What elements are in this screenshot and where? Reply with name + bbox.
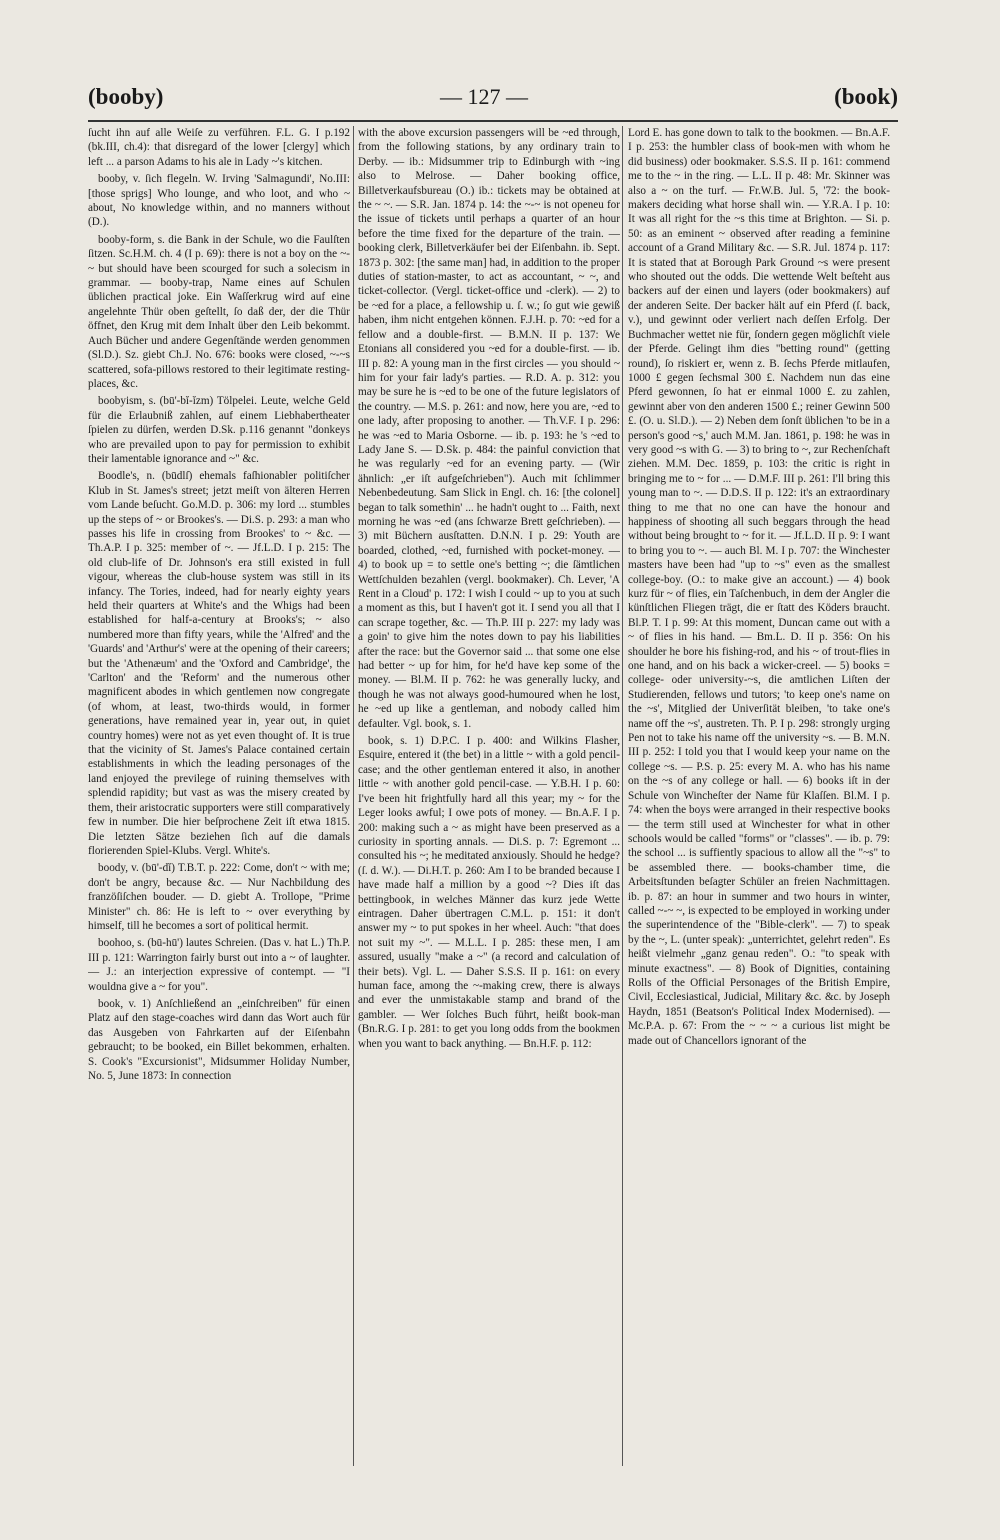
right-headword: (book) <box>834 84 898 109</box>
entry-booby-form: booby-form, s. die Bank in der Schule, wo die Faulſten ſitzen. Sc.H.M. ch. 4 (I p. 69): there is not a boy on the ~-~ but should have been scourged for such a solecism in grammar. — booby-trap, Name eines auf Schulen üblichen practical joke. Ein Waſſerkrug wird auf eine angelehnte Thür oben geſtellt, ſo daß der, der die Thür öffnet, den Krug mit dem Inhalt über den Leib bekommt. Auch Bücher und andere Gegenſtände werden genommen (Sl.D.). Sz. giebt Ch.J. No. 676: books were closed, ~-~s scattered, sofa-pillows restored to their legitimate resting-places, &c. <box>88 233 350 390</box>
entry-continuation: Lord E. has gone down to talk to the bookmen. — Bn.A.F. I p. 253: the humbler class of book-men with whom he did business) oder bookmaker. S.S.S. II p. 161: commend me to the ~ in the ring. — L.L. II p. 48: Mr. Skinner was also a ~ on the turf. — Fr.W.B. Jul. 5, '72: the book-makers deciding what horse shall win. — Y.R.A. I p. 10: It was all right for the ~s this time at Brighton. — Si. p. 50: as an eminent ~ observed after reading a feminine account of a Grand Military &c. — S.R. Jul. 1874 p. 117: It is stated that at Borough Park Ground ~s were present who shouted out the odds. Die wettende Welt beſteht aus backers auf der einen und layers (oder bookmakers) auf der anderen Seite. Der backer hält auf ein Pferd (ſ. back, v.), und gewinnt oder verliert nach deſſen Erfolg. Der Buchmacher wettet nie für, ſondern gegen möglichſt viele der Pferde. Gelingt ihm dies "betting round" (getting round), ſo riskiert er, wenn z. B. ſechs Pferde mitlaufen, 1000 £ gegen ſechsmal 300 £. Nachdem nun das eine Pferd gewonnen, ſo hat er einmal 1000 £. zu zahlen, gewinnt aber von den anderen 1500 £.; reiner Gewinn 500 £. (O. u. Sl.D.). — 2) Neben dem ſonſt üblichen 'to be in a person's good ~s,' auch M.M. Jan. 1861, p. 198: he was in very good ~s with G. — 3) to bring to ~, zur Rechenſchaft ziehen. M.M. Dec. 1859, p. 103: the critic is right in bringing me to ~ for ... — D.M.F. III p. 261: I'll bring this young man to ~. — D.D.S. II p. 122: it's an extraordinary thing to me that no one can have the honour and happiness of shooting all such beggars through the head without being brought to ~ for it. — Jf.L.D. II p. 9: I want to bring you to ~. — auch Bl. M. I p. 707: the Winchester masters have been had "up to ~s" even as the smallest college-boy. (O.: to make give an account.) — 4) book kurz für ~ of flies, ein Taſchenbuch, in dem der Angler die künſtlichen Fliegen trägt, die er ſtatt des Köders braucht. Bl.P. T. I p. 99: At this moment, Duncan came out with a ~ of flies in his hand. — Bm.L. D. II p. 356: On his shoulder he bore his fishing-rod, and his ~ of trout-flies in one hand, and on his back a wicker-creel. — 5) books = college- oder university-~s, die amtlichen Liſten der Studierenden, fellows und tutors; 'to keep one's name on the ~s', Mitglied der Univerſität bleiben, 'to take one's name off the ~s', austreten. Th. P. I p. 298: strongly urging Pen not to take his name off the university ~s. — B. M.N. III p. 252: I told you that I would keep your name on the college ~s. — P.S. p. 25: every M. A. who has his name on the ~s of any college or hall. — 6) books iſt in der Schule von Wincheſter der Name für Klaſſen. Bl.M. I p. 74: when the boys were arranged in their respective books — the term still used at Winchester for what in other schools would be called "forms" or "classes". — ib. p. 79: the school ... is suffiently spacious to allow all the "~s" to be assembled there. — books-chamber time, die Arbeitsſtunden beſagter Schüler an freien Nachmittagen. ib. p. 87: an hour in summer and two hours in winter, called ~-~ ~, is expected to be employed in working under the superintendence of the "Bible-clerk". — 7) to speak by the ~, L. (unter speak): „unterrichtet, gelehrt reden". Es heißt vielmehr „ganz genau reden". O.: "to speak with minute exactness". — 8) Book of Dignities, containing Rolls of the Official Personages of the British Empire, Civil, Ecclesiastical, Judicial, Military &c. &c. by Joseph Haydn, 1851 (Beatson's Political Index Modernised). — Mc.P.A. p. 67: From the ~ ~ ~ a curious list might be made out of Chancellors ignorant of the <box>628 127 890 1047</box>
column-divider <box>353 126 354 1466</box>
column-divider <box>622 126 623 1466</box>
column-3 <box>628 126 890 1466</box>
header-rule <box>88 120 898 122</box>
left-headword: (booby) <box>88 84 164 109</box>
entry-boobyism: boobyism, s. (bū'-bĭ-ĭzm) Tölpelei. Leute, welche Geld für die Erlaubniß zahlen, auf einem Liebhabertheater ſpielen zu dürfen, werden D.Sk. p.116 genannt "donkeys who are prevailed upon to pay for permission to exhibit their lamentable ignorance and ~" &c. <box>88 395 350 465</box>
entry-boodles: Boodle's, n. (būdlſ) ehemals faſhionabler politiſcher Klub in St. James's street; jetzt meiſt von älteren Herren vom Lande beſucht. Go.M.D. p. 306: my lord ... stumbles up the steps of ~ or Brookes's. — Di.S. p. 293: a man who passes his life in crossing from Brookes' to ~ &c. — Th.A.P. I p. 325: member of ~. — Jf.L.D. I p. 215: The old club-life of Dr. Johnson's era still existed in full vigour, whereas the club-house system was still in its infancy. The Tories, indeed, had for nearly eighty years held their quarters at White's and the Whigs had been established for half-a-century at Brooks's; ~ also numbered more than fifty years, while the 'Alfred' and the 'Guards' and 'Arthur's' were at the opening of their careers; but the 'Athenæum' and the 'Oxford and Cambridge', the 'Carlton' and the 'Reform' and the numerous other magnificent abodes in which gentlemen now congregate (of whom, at least, two-thirds would, in former generations, have remained year in, year out, in quiet country homes) were not as yet even thought of. It is true that the vicinity of St. James's Palace contained certain establishments in which the leading personages of the land enjoyed the previlege of ruining themselves with splendid rapidity; but vast as was the misery created by them, their aristocratic supporters were still comparatively few in number. Die hier beſprochene Zeit iſt etwa 1815. Die letzten Sätze beziehen ſich auf die damals florierenden Spiel-Klubs. Vergl. White's. <box>88 470 350 857</box>
entry-booby-verb: booby, v. ſich flegeln. W. Irving 'Salmagundi', No.III: [those sprigs] Who lounge, and who loot, and who ~ about, No knowledge within, and no manners without (D.). <box>88 173 350 229</box>
page-header <box>88 78 898 118</box>
entry-boohoo: boohoo, s. (bū-hū') lautes Schreien. (Das v. hat L.) Th.P. III p. 121: Warrington fairly burst out into a ~ of laughter. — J.: an interjection expressive of contempt. — "I wouldna give a ~ for you". <box>88 937 350 993</box>
entry-book-noun: book, s. 1) D.P.C. I p. 400: and Wilkins Flasher, Esquire, entered it (the bet) in a little ~ with a gold pencil-case; and the other gentleman entered it also, in another little ~ with another gold pencil-case. — Y.B.H. I p. 60: I've been hit frightfully hard all this year; my ~ for the Leger looks awful; I owe pots of money. — Bn.A.F. I p. 200: making such a ~ as might have been preserved as a curiosity in sporting annals. — Di.S. p. 7: Egremont ... consulted his ~; he meditated anxiously. Should he hedge? (ſ. d. W.). — Di.H.T. p. 260: Am I to be branded because I have made half a million by a good ~? Dies iſt das bettingbook, in welches Männer das kurz jede Wette eintragen. Daher übertragen C.M.L. p. 151: it don't answer my ~ to put spokes in her wheel. Auch: "that does not suit my ~". — M.L.L. I p. 285: these men, I am assured, usually "make a ~" (a record and calculation of their bets). Vgl. L. — Daher S.S.S. II p. 161: on every human face, among the ~-making crew, there is always and ever the unmistakable stamp and brand of the gambler. — Wer ſolches Buch führt, heißt book-man (Bn.R.G. I p. 281: to get you long odds from the bookmen when you want to back anything. — Bn.H.F. p. 112: <box>358 735 620 1050</box>
entry-continuation: with the above excursion passengers will be ~ed through, from the following stations, by any ordinary train to Derby. — ib.: Midsummer trip to Edinburgh with ~ing also to Melrose. — Daher booking office, Billetverkaufsbureau (O.) ib.: tickets may be obtained at the ~ ~. — S.R. Jan. 1874 p. 14: the ~-~ is not openeu for the issue of tickets until perhaps a quarter of an hour before the time fixed for the departure of the train. — booking clerk, Billetverkäufer bei der Eiſenbahn. ib. Sept. 1873 p. 302: [the same man] had, in addition to the proper duties of station-master, to act as accountant, ~ ~, and ticket-collector. (Vergl. ticket-office und -clerk). — 2) to be ~ed for a place, a fellowship u. ſ. w.; ſo gut wie gewiß haben, ihm nicht entgehen können. F.J.H. p. 70: ~ed for a fellow and a double-first. — B.M.N. II p. 137: We Etonians all considered you ~ed for a double-first. — ib. III p. 82: A young man in the first circles — you should ~ him for your fair lady's parties. — R.D. A. p. 312: you may be sure he is ~ed to be one of the future legislators of the country. — M.S. p. 261: and now, here you are, ~ed to one lady, after proposing to another. — Th.V.F. I p. 296: he was ~ed to Maria Osborne. — ib. p. 193: he 's ~ed to Lady Jane S. — D.Sk. p. 484: the painful conviction that he was regularly ~ed for an evening party. — (Wir ähnlich: „er iſt aufgeſchrieben"). Auch mit ſchlimmer Nebenbedeutung. Sam Slick in Engl. ch. 16: [the colonel] began to talk somethin' ... he hadn't ought to ... Faith, next morning he was ~ed (ans ſchwarze Brett geſchrieben). — 3) mit Büchern ausſtatten. D.N.N. I p. 29: Youth are boarded, clothed, ~ed, furnished with pocket-money. — 4) to book up = to settle one's betting ~; die ſämtlichen Wettſchulden bezahlen (vergl. bookmaker). Ch. Lever, 'A Rent in a Cloud' p. 172: I wish I could ~ up to you at such a moment as this, but I haven't got it. I send you all that I can scrape together, &c. — Th.P. III p. 227: my lady was a goin' to give him the notes down to pay his liabilities after the race: but the Governor said ... that some one else had better ~ up for him, for he'd have kep some of the money. — Bl.M. II p. 762: he was generally lucky, and though he was not always good-humoured when he lost, he ~ed up like a gentleman, and nobody called him defaulter. Vgl. book, s. 1. <box>358 127 620 730</box>
entry-boody: boody, v. (bū'-dĭ) T.B.T. p. 222: Come, don't ~ with me; don't be angry, because &c. — Nur Nachbildung des franzöſiſchen bouder. — D. giebt A. Trollope, "Prime Minister" ch. 86: He is left to ~ over everything by himself, till he becomes a sort of political hermit. <box>88 862 350 932</box>
column-1 <box>88 126 350 1466</box>
column-2 <box>358 126 620 1466</box>
entry-book-verb: book, v. 1) Anſchließend an „einſchreiben" für einen Platz auf den stage-coaches wird dann das Wort auch für das Ausgeben von Fahrkarten auf der Eiſenbahn gebraucht; to be booked, ein Billet bekommen, erhalten. S. Cook's "Excursionist", Midsummer Holiday Number, No. 5, June 1873: In connection <box>88 997 350 1082</box>
page-number: — 127 — <box>440 84 528 109</box>
entry-continuation: ſucht ihn auf alle Weiſe zu verführen. F.L. G. I p.192 (bk.III, ch.4): that disregard of the lower [clergy] which left ... a parson Adams to his ale in Lady ~'s kitchen. <box>88 127 350 168</box>
